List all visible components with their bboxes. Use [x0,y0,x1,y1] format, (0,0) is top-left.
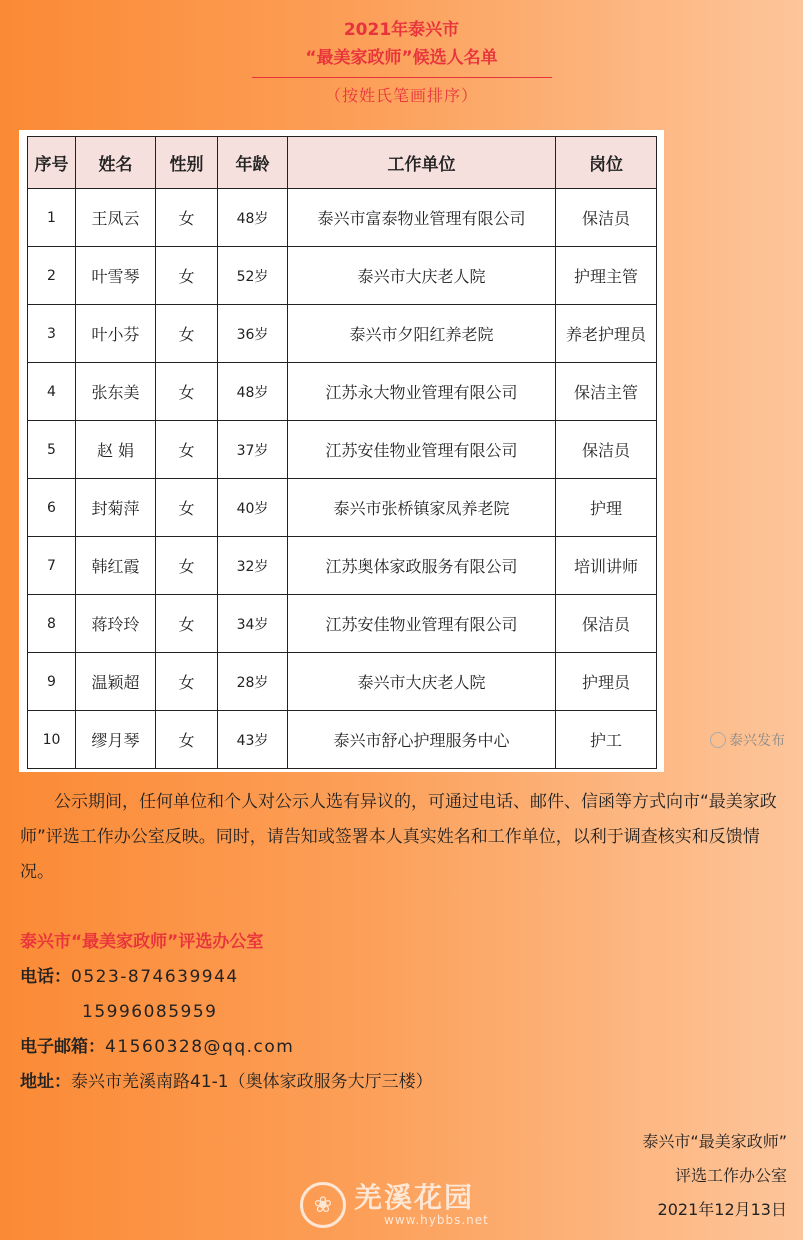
cell-index: 5 [28,421,76,479]
cell-gender: 女 [156,537,218,595]
notice-paragraph: 公示期间，任何单位和个人对公示人选有异议的，可通过电话、邮件、信函等方式向市“最美家政师”评选工作办公室反映。同时，请告知或签署本人真实姓名和工作单位，以利于调查核实和反馈情况。 [20,792,777,882]
email-label: 电子邮箱： [20,1037,105,1057]
cell-index: 2 [28,247,76,305]
phone-line [20,960,790,995]
email-address: 41560328@qq.com [105,1037,295,1057]
table-row [28,711,657,769]
cell-age: 52岁 [218,247,288,305]
email-line [20,1030,790,1065]
cell-index: 4 [28,363,76,421]
cell-gender: 女 [156,247,218,305]
cell-employer: 泰兴市大庆老人院 [288,247,556,305]
address-line [20,1065,790,1100]
flower-logo-icon: ❀ [300,1182,346,1228]
cell-gender: 女 [156,421,218,479]
address-text: 泰兴市羌溪南路41-1（奥体家政服务大厅三楼） [71,1072,433,1092]
cell-name: 封菊萍 [76,479,156,537]
header-name: 姓名 [76,137,156,189]
cell-name: 赵 娟 [76,421,156,479]
cell-gender: 女 [156,189,218,247]
cell-age: 32岁 [218,537,288,595]
cell-name: 蒋玲玲 [76,595,156,653]
cell-employer: 江苏安佳物业管理有限公司 [288,595,556,653]
cell-employer: 江苏奥体家政服务有限公司 [288,537,556,595]
site-url: www.hybbs.net [384,1213,489,1227]
phone-number-1: 0523-874639944 [71,967,239,987]
signature-block [642,1125,787,1227]
cell-index: 9 [28,653,76,711]
cell-index: 8 [28,595,76,653]
cell-gender: 女 [156,653,218,711]
table-row [28,595,657,653]
cell-employer: 泰兴市张桥镇家凤养老院 [288,479,556,537]
table-row [28,479,657,537]
cell-employer: 泰兴市夕阳红养老院 [288,305,556,363]
table-watermark [710,730,785,750]
title-divider [252,77,552,78]
cell-age: 43岁 [218,711,288,769]
cell-name: 叶小芬 [76,305,156,363]
header-employer: 工作单位 [288,137,556,189]
table-row [28,305,657,363]
site-watermark-text [354,1183,489,1227]
table-row [28,189,657,247]
cell-position: 培训讲师 [556,537,657,595]
office-name: 泰兴市“最美家政师”评选办公室 [20,932,264,952]
cell-position: 养老护理员 [556,305,657,363]
cell-age: 36岁 [218,305,288,363]
cell-index: 1 [28,189,76,247]
cell-name: 温颖超 [76,653,156,711]
cell-position: 保洁员 [556,421,657,479]
cell-position: 保洁员 [556,595,657,653]
table-watermark-text: 泰兴发布 [729,733,785,749]
cell-position: 护理主管 [556,247,657,305]
cell-name: 张东美 [76,363,156,421]
signature-line-1: 泰兴市“最美家政师” [642,1132,787,1151]
candidate-table-card [19,130,664,772]
cell-name: 韩红霞 [76,537,156,595]
title-main: “最美家政师”候选人名单 [305,48,498,68]
signature-date: 2021年12月13日 [657,1200,787,1219]
contact-block [20,925,790,1100]
header-age: 年龄 [218,137,288,189]
title-year: 2021年泰兴市 [343,20,460,40]
title-block [0,16,803,108]
header-position: 岗位 [556,137,657,189]
cell-gender: 女 [156,363,218,421]
cell-employer: 泰兴市富泰物业管理有限公司 [288,189,556,247]
cell-index: 10 [28,711,76,769]
site-watermark [300,1182,489,1228]
cell-gender: 女 [156,595,218,653]
phone-line-2 [20,995,790,1030]
table-row [28,653,657,711]
signature-line-2: 评选工作办公室 [674,1166,787,1185]
cell-position: 保洁员 [556,189,657,247]
cell-employer: 江苏安佳物业管理有限公司 [288,421,556,479]
header-index: 序号 [28,137,76,189]
cell-position: 护理 [556,479,657,537]
cell-position: 护工 [556,711,657,769]
cell-age: 48岁 [218,363,288,421]
cell-age: 34岁 [218,595,288,653]
wechat-icon [710,732,726,748]
cell-employer: 泰兴市大庆老人院 [288,653,556,711]
table-row [28,537,657,595]
cell-employer: 江苏永大物业管理有限公司 [288,363,556,421]
phone-number-2: 15996085959 [82,1002,218,1022]
cell-index: 3 [28,305,76,363]
cell-name: 王凤云 [76,189,156,247]
cell-position: 护理员 [556,653,657,711]
cell-age: 28岁 [218,653,288,711]
table-row [28,363,657,421]
table-header-row [28,137,657,189]
header-gender: 性别 [156,137,218,189]
cell-age: 48岁 [218,189,288,247]
candidate-table [27,136,657,769]
cell-name: 叶雪琴 [76,247,156,305]
cell-age: 37岁 [218,421,288,479]
address-label: 地址： [20,1072,71,1092]
cell-index: 7 [28,537,76,595]
table-row [28,421,657,479]
cell-age: 40岁 [218,479,288,537]
table-row [28,247,657,305]
cell-employer: 泰兴市舒心护理服务中心 [288,711,556,769]
site-name: 羌溪花园 [354,1181,475,1214]
title-subtitle: （按姓氏笔画排序） [324,86,478,105]
cell-gender: 女 [156,479,218,537]
phone-label: 电话： [20,967,71,987]
cell-gender: 女 [156,305,218,363]
cell-position: 保洁主管 [556,363,657,421]
cell-gender: 女 [156,711,218,769]
cell-index: 6 [28,479,76,537]
cell-name: 缪月琴 [76,711,156,769]
